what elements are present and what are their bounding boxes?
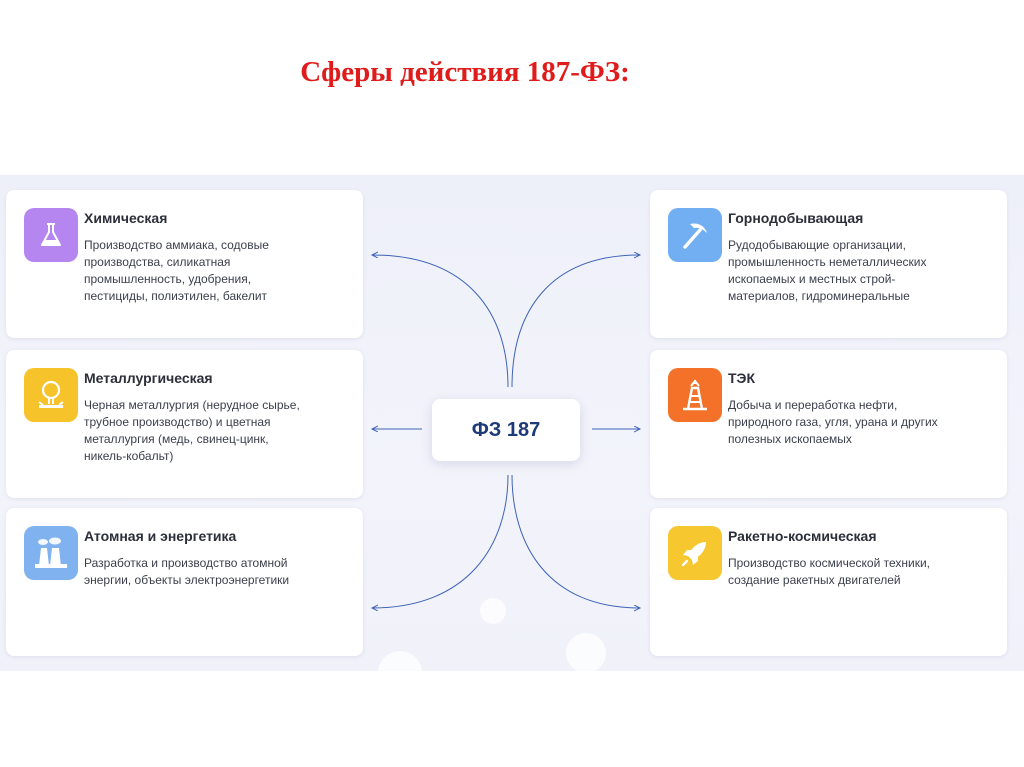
card-title: Химическая [84, 210, 168, 226]
card-title: Металлургическая [84, 370, 213, 386]
slide-title: Сферы действия 187-ФЗ: [300, 56, 630, 88]
card-title: Ракетно-космическая [728, 528, 877, 544]
card-description: Рудодобывающие организации, промышленность неметаллических ископаемых и местных строй-материалов, гидроминеральные [728, 238, 927, 303]
power-plant-icon [24, 526, 78, 580]
card-space [650, 508, 1007, 656]
card-nuclear [6, 508, 363, 656]
card-description: Разработка и производство атомной энергии, объекты электроэнергетики [84, 556, 290, 587]
card-chemical [6, 190, 363, 338]
rocket-icon [668, 526, 722, 580]
card-description: Черная металлургия (нерудное сырье, трубное производство) и цветная металлургия (медь, свинец-цинк, никель-кобальт) [84, 398, 300, 463]
molten-metal-icon [24, 368, 78, 422]
oil-rig-icon [668, 368, 722, 422]
card-description: Добыча и переработка нефти, природного газа, угля, урана и других полезных ископаемых [728, 398, 938, 446]
pickaxe-icon [668, 208, 722, 262]
card-title: ТЭК [728, 370, 756, 386]
card-title: Атомная и энергетика [84, 528, 237, 544]
connector-to-chemical [372, 255, 508, 387]
connector-to-space [512, 475, 640, 608]
flask-icon [24, 208, 78, 262]
diagram-area [0, 175, 1024, 671]
card-metallurgy [6, 350, 363, 498]
center-node-fz187: ФЗ 187 [432, 399, 580, 461]
card-mining [650, 190, 1007, 338]
card-description: Производство аммиака, содовые производства, силикатная промышленность, удобрения, пестициды, полиэтилен, бакелит [84, 238, 269, 303]
connector-to-nuclear [372, 475, 508, 608]
card-description: Производство космической техники, создание ракетных двигателей [728, 556, 930, 587]
card-fuel [650, 350, 1007, 498]
card-title: Горнодобывающая [728, 210, 864, 226]
connector-to-mining [512, 255, 640, 387]
